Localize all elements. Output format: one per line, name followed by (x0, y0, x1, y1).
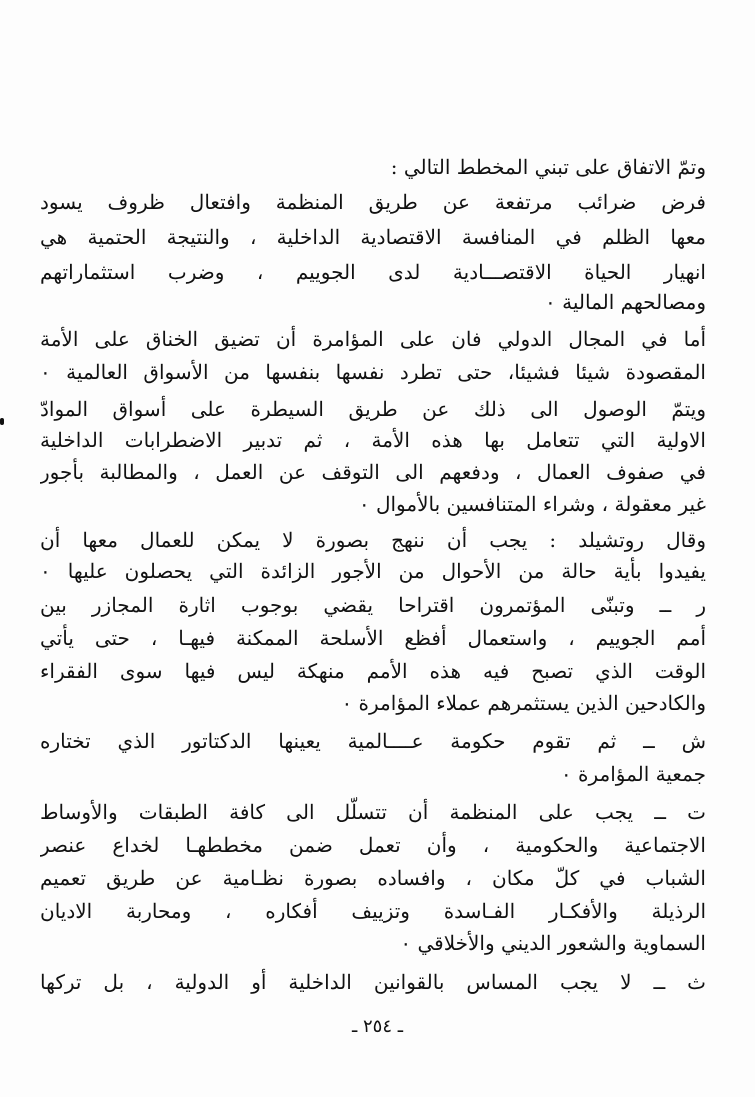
text-line: يفيدوا بأية حالة من الأحوال من الأجور الزائدة التي يحصلون عليها ٠ (40, 559, 706, 583)
text-line: أمم الجوييم ، واستعمال أفظع الأسلحة الممكنة فيهـا ، حتى يأتي (40, 626, 706, 650)
text-line: معها الظلم في المنافسة الاقتصادية الداخلية ، والنتيجة الحتمية هي (40, 225, 706, 249)
text-line: ش ــ ثم تقوم حكومة عــــالمية يعينها الدكتاتور الذي تختاره (40, 729, 706, 753)
text-line: المقصودة شيئا فشيئا، حتى تطرد نفسها بنفسها من الأسواق العالمية ٠ (40, 360, 706, 384)
text-line: الاولية التي تتعامل بها هذه الأمة ، ثم تدبير الاضطرابات الداخلية (40, 428, 706, 452)
text-line: أما في المجال الدولي فان على المؤامرة أن تضيق الخناق على الأمة (40, 327, 706, 351)
text-line: غير معقولة ، وشراء المتنافسين بالأموال ٠ (358, 492, 706, 516)
margin-mark (0, 418, 4, 425)
page-number: ـ ٢٥٤ ـ (351, 1016, 403, 1037)
text-line: السماوية والشعور الديني والأخلاقي ٠ (400, 931, 706, 955)
text-line: وتمّ الاتفاق على تبني المخطط التالي : (390, 155, 706, 179)
text-line: الاجتماعية والحكومية ، وأن تعمل ضمن مخططهـا لخداع عنصر (40, 833, 706, 857)
text-line: ت ــ يجب على المنظمة أن تتسلّل الى كافة الطبقات والأوساط (40, 800, 706, 824)
text-line: في صفوف العمال ، ودفعهم الى التوقف عن العمل ، والمطالبة بأجور (40, 460, 706, 484)
text-line: ث ــ لا يجب المساس بالقوانين الداخلية أو الدولية ، بل تركها (40, 970, 706, 994)
text-line: ومصالحهم المالية ٠ (545, 290, 706, 314)
text-line: وقال روتشيلد : يجب أن ننهج بصورة لا يمكن للعمال معها أن (40, 528, 706, 552)
text-line: الشباب في كلّ مكان ، وافساده بصورة نظـامية عن طريق تعميم (40, 866, 706, 890)
text-line: انهيار الحياة الاقتصـــادية لدى الجوييم ، وضرب استثماراتهم (40, 260, 706, 284)
text-line: جمعية المؤامرة ٠ (560, 762, 706, 786)
text-line: فرض ضرائب مرتفعة عن طريق المنظمة وافتعال ظروف يسود (40, 190, 706, 214)
text-line: الوقت الذي تصبح فيه هذه الأمم منهكة ليس فيها سوى الفقراء (40, 659, 706, 683)
text-line: الرذيلة والأفكـار الفـاسدة وتزييف أفكاره ، ومحاربة الاديان (40, 899, 706, 923)
text-line: ويتمّ الوصول الى ذلك عن طريق السيطرة على أسواق الموادّ (40, 397, 706, 421)
text-line: والكادحين الذين يستثمرهم عملاء المؤامرة ٠ (341, 691, 706, 715)
text-line: ر ــ وتبنّى المؤتمرون اقتراحا يقضي بوجوب اثارة المجازر بين (40, 593, 706, 617)
